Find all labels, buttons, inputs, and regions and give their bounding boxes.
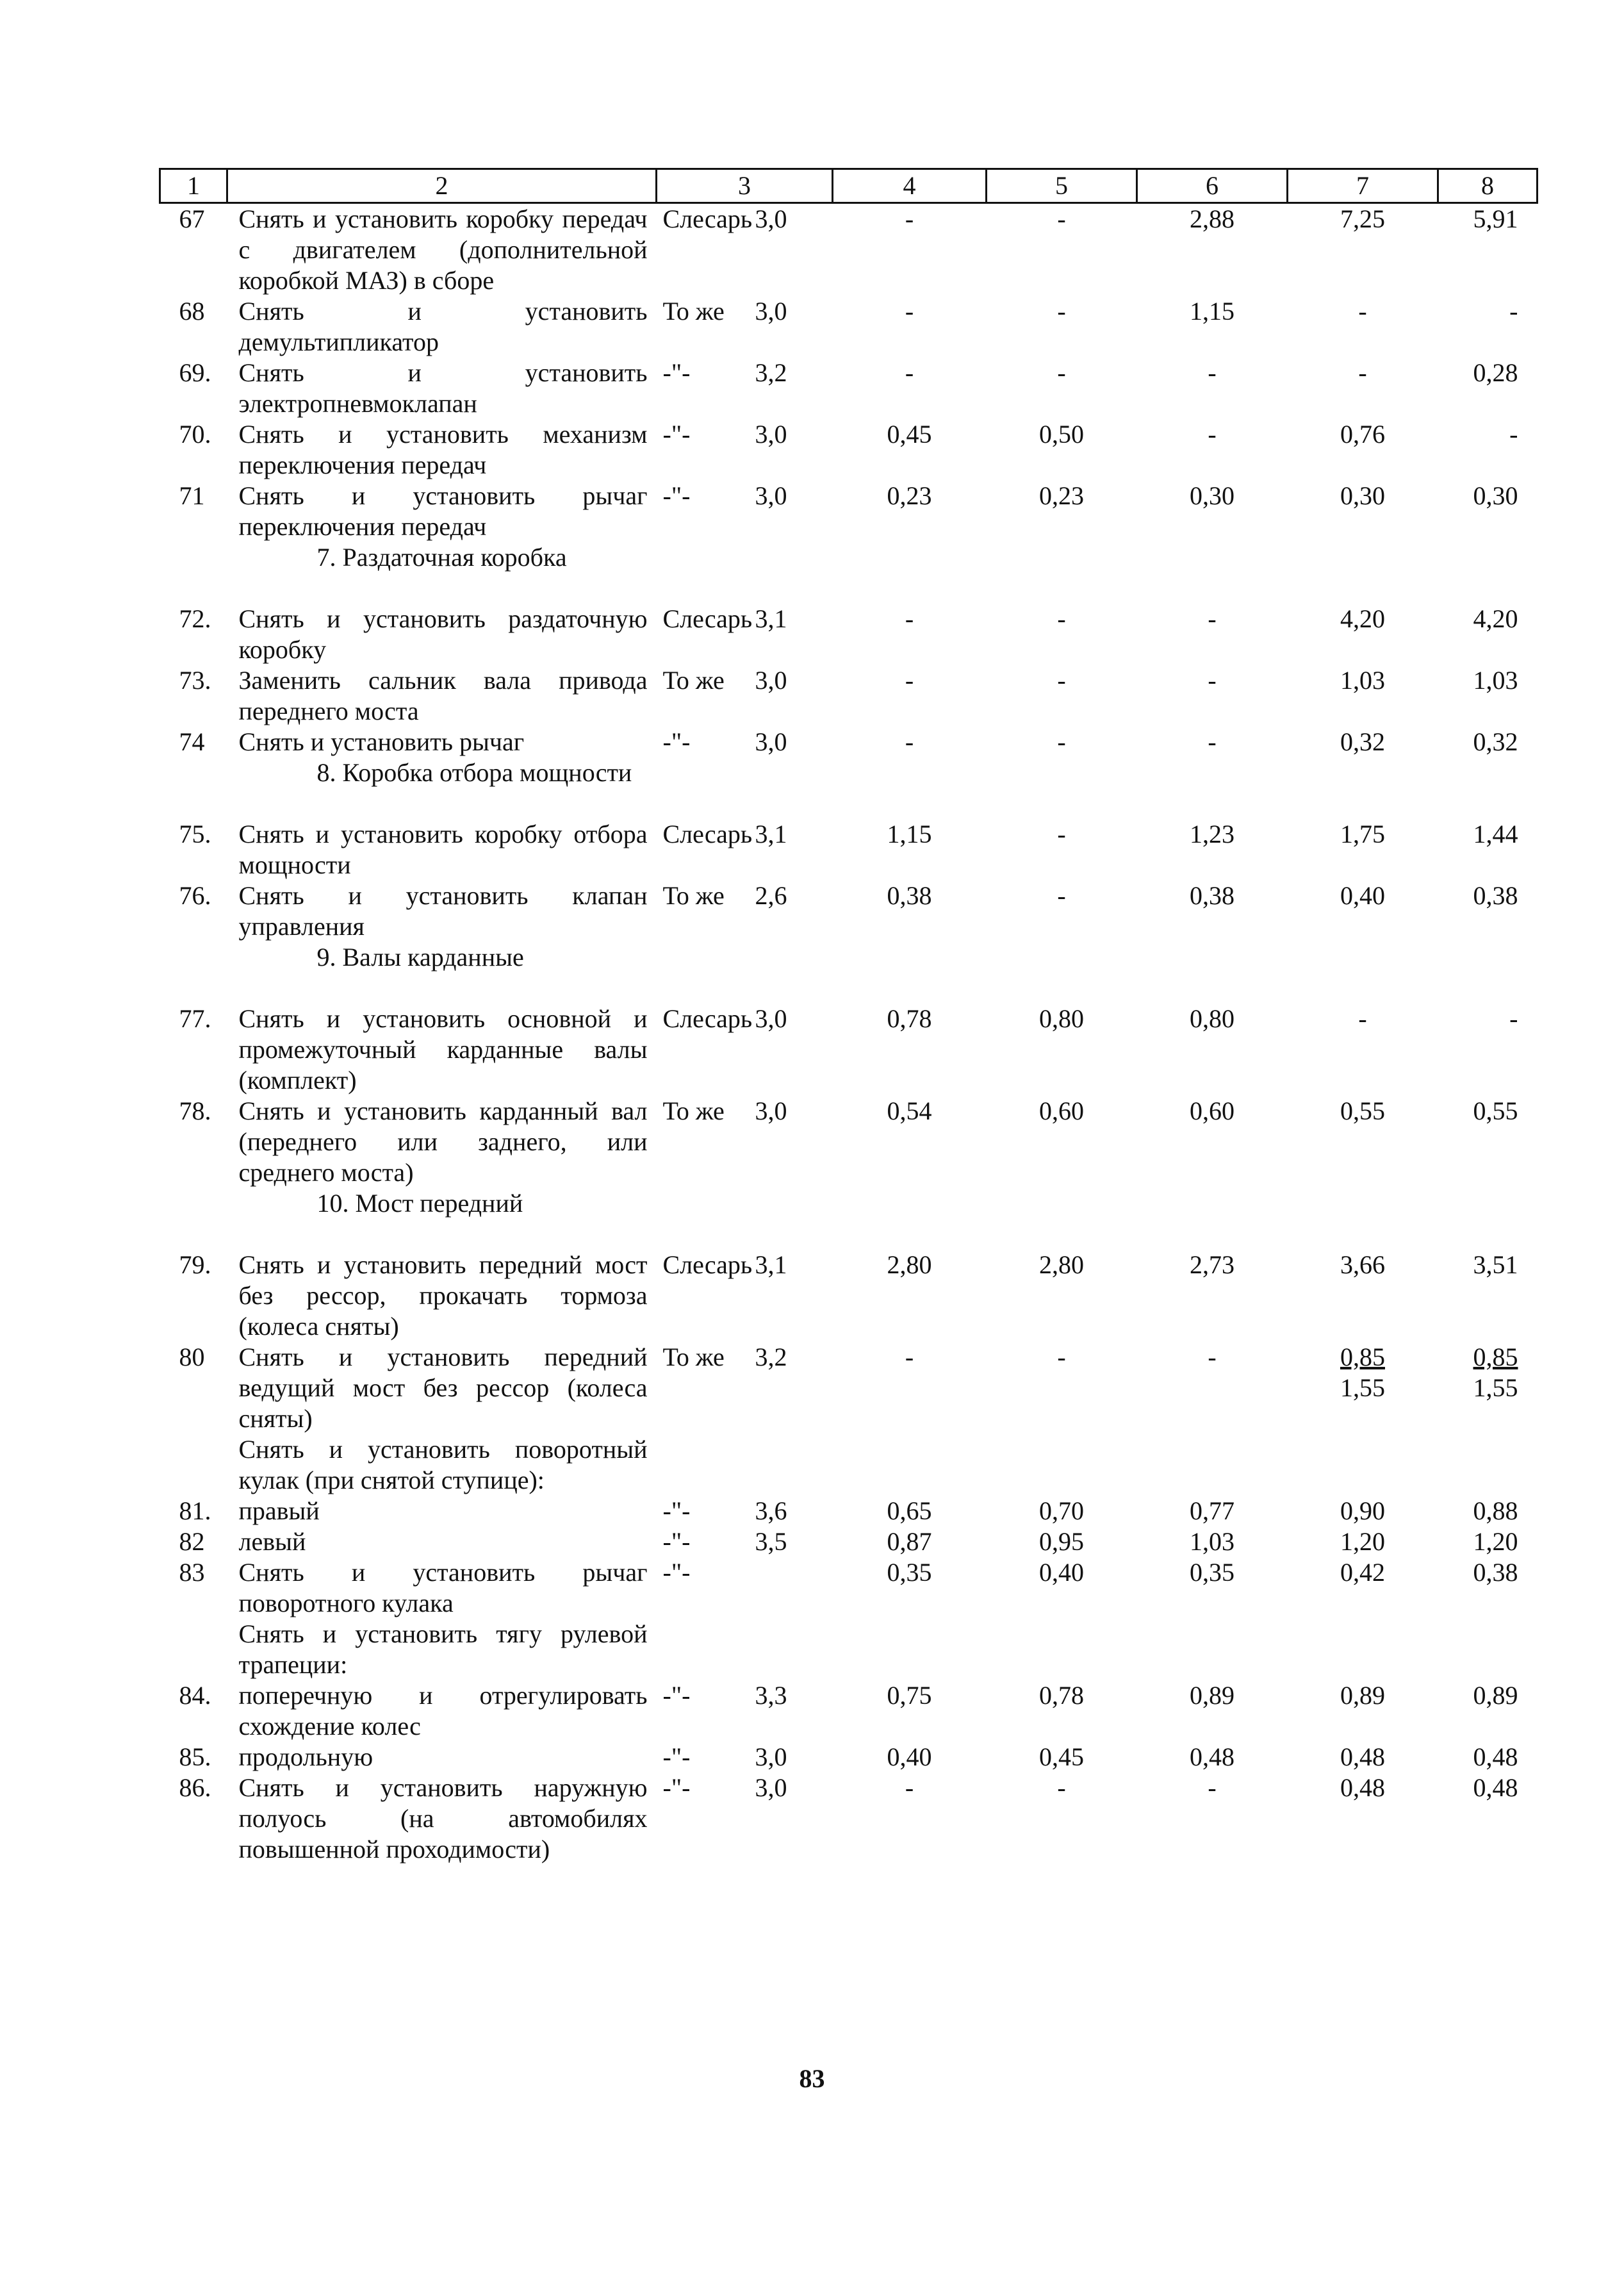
norm-col-8: - [1509, 1004, 1518, 1033]
group-label-row [160, 1619, 1538, 1680]
section-title: 8. Коробка отбора мощности [316, 758, 632, 787]
page-number: 83 [799, 2064, 825, 2093]
norm-col-7: 0,48 [1340, 1742, 1385, 1771]
norm-col-5: 0,45 [1039, 1742, 1084, 1771]
norm-col-4: - [905, 297, 914, 326]
section-heading-row [160, 757, 1538, 788]
operation-name: Снять и установить раздаточную коробку [238, 604, 648, 664]
norm-col-6: 1,03 [1190, 1527, 1234, 1556]
work-grade: 3,2 [755, 1343, 787, 1371]
norm-col-6: 0,60 [1190, 1096, 1234, 1125]
norm-col-6: - [1208, 420, 1217, 449]
document-page [159, 168, 1536, 1865]
norm-col-6: - [1208, 727, 1217, 756]
norm-col-4: 0,45 [887, 420, 932, 449]
norm-col-7: 0,55 [1340, 1096, 1385, 1125]
operation-name: правый [238, 1496, 320, 1525]
work-grade: 3,0 [755, 204, 787, 233]
performer: Слесарь [662, 204, 753, 233]
table-body [160, 203, 1538, 1865]
operation-name: Заменить сальник вала привода переднего моста [238, 666, 648, 725]
empty-cell [160, 1188, 227, 1219]
performer: -"- [662, 1681, 691, 1710]
norm-col-6: 0,48 [1190, 1742, 1234, 1771]
performer: Слесарь [662, 604, 753, 633]
norm-col-5: 0,78 [1039, 1681, 1084, 1710]
norm-col-8: 0,48 [1473, 1742, 1518, 1771]
operation-name: Снять и установить тягу рулевой трапеции: [238, 1619, 648, 1679]
section-title: 9. Валы карданные [316, 943, 524, 971]
norm-col-6: 0,35 [1190, 1558, 1234, 1587]
group-label-row [160, 1434, 1538, 1496]
section-title: 10. Мост передний [316, 1189, 523, 1218]
norm-col-4: - [905, 1343, 914, 1371]
norm-value-denominator: 1,55 [1473, 1373, 1518, 1402]
row-number: 84. [179, 1681, 211, 1710]
header-cell: 7 [1288, 169, 1438, 203]
section-heading-row [160, 542, 1538, 573]
norm-col-5: 2,80 [1039, 1250, 1084, 1279]
performer: -"- [662, 358, 691, 387]
norm-col-4: 0,75 [887, 1681, 932, 1710]
work-grade: 2,6 [755, 881, 787, 910]
header-cell: 4 [833, 169, 987, 203]
norm-col-8: 0,55 [1473, 1096, 1518, 1125]
section-heading-row [160, 1188, 1538, 1219]
operation-name: Снять и установить основной и промежуточный карданные валы (комплект) [238, 1004, 648, 1095]
work-grade: 3,0 [755, 727, 787, 756]
norm-col-4: - [905, 666, 914, 695]
norm-col-7: 0,42 [1340, 1558, 1385, 1587]
norm-value-numerator: 0,85 [1340, 1343, 1385, 1371]
norm-col-8: 1,44 [1473, 820, 1518, 848]
row-number: 81. [179, 1496, 211, 1525]
norm-col-8: 0,28 [1473, 358, 1518, 387]
performer: То же [662, 881, 725, 910]
table-row [160, 419, 1538, 481]
operation-name: Снять и установить рычаг переключения передач [238, 481, 648, 541]
norm-col-6: 1,23 [1190, 820, 1234, 848]
table-row [160, 1096, 1538, 1188]
section-heading-row [160, 942, 1538, 973]
work-grade: 3,0 [755, 666, 787, 695]
spacer-row [160, 973, 1538, 1004]
header-cell: 6 [1137, 169, 1288, 203]
norm-value-denominator: 1,55 [1340, 1373, 1385, 1402]
norm-col-4: 0,87 [887, 1527, 932, 1556]
norm-col-6: 0,38 [1190, 881, 1234, 910]
norm-col-5: - [1057, 1773, 1066, 1802]
work-grade: 3,0 [755, 420, 787, 449]
operation-name: Снять и установить коробку отбора мощности [238, 820, 648, 879]
norm-col-4: - [905, 1773, 914, 1802]
row-number: 73. [179, 666, 211, 695]
empty-cell [160, 1619, 227, 1680]
norm-col-6: - [1208, 1343, 1217, 1371]
norm-col-7: 0,32 [1340, 727, 1385, 756]
empty-cell [160, 942, 227, 973]
norm-col-6: 0,89 [1190, 1681, 1234, 1710]
row-number: 77. [179, 1004, 211, 1033]
norm-col-5: - [1057, 881, 1066, 910]
table-row [160, 727, 1538, 757]
performer: -"- [662, 1742, 691, 1771]
operation-name: Снять и установить рычаг поворотного кулака [238, 1558, 648, 1617]
table-row [160, 1496, 1538, 1526]
operation-name: Снять и установить поворотный кулак (при снятой ступице): [238, 1435, 648, 1494]
norm-col-8: 1,20 [1473, 1527, 1518, 1556]
performer: То же [662, 1343, 725, 1371]
operation-name: Снять и установить рычаг [238, 727, 525, 756]
operation-name: Снять и установить коробку передач с двигателем (дополнительной коробкой МАЗ) в сборе [238, 204, 648, 295]
table-row [160, 358, 1538, 419]
performer: Слесарь [662, 820, 753, 848]
empty-cell [657, 1619, 1538, 1680]
norm-col-5: 0,50 [1039, 420, 1084, 449]
norm-col-4: 1,15 [887, 820, 932, 848]
norm-col-8: 0,38 [1473, 1558, 1518, 1587]
row-number: 70. [179, 420, 211, 449]
operation-name: Снять и установить демультипликатор [238, 297, 648, 356]
norm-col-5: - [1057, 820, 1066, 848]
empty-cell [160, 1434, 227, 1496]
norm-col-7: 0,90 [1340, 1496, 1385, 1525]
norm-col-7: - [1358, 1004, 1367, 1033]
norm-col-7: 0,30 [1340, 481, 1385, 510]
performer: Слесарь [662, 1250, 753, 1279]
norm-col-4: 2,80 [887, 1250, 932, 1279]
performer: -"- [662, 1496, 691, 1525]
table-row [160, 880, 1538, 942]
row-number: 69. [179, 358, 211, 387]
norm-col-5: 0,95 [1039, 1527, 1084, 1556]
operation-name: Снять и установить механизм переключения передач [238, 420, 648, 479]
norm-col-4: - [905, 358, 914, 387]
table-row [160, 296, 1538, 358]
work-grade: 3,0 [755, 1773, 787, 1802]
header-cell: 8 [1438, 169, 1538, 203]
norm-col-6: - [1208, 604, 1217, 633]
row-number: 72. [179, 604, 211, 633]
spacer-row [160, 1219, 1538, 1250]
performer: То же [662, 297, 725, 326]
norm-col-8: 0,30 [1473, 481, 1518, 510]
norm-col-8: 0,48 [1473, 1773, 1518, 1802]
operation-name: Снять и установить передний ведущий мост без рессор (колеса сняты) [238, 1343, 648, 1433]
work-grade [740, 1557, 833, 1619]
row-number: 71 [179, 481, 205, 510]
norm-col-5: - [1057, 358, 1066, 387]
spacer-cell [160, 788, 1538, 819]
norm-col-8: 0,32 [1473, 727, 1518, 756]
norm-col-5: - [1057, 604, 1066, 633]
norm-col-6: 1,15 [1190, 297, 1234, 326]
empty-cell [160, 757, 227, 788]
table-row [160, 1773, 1538, 1865]
table-row [160, 1526, 1538, 1557]
table-row [160, 604, 1538, 665]
row-number: 75. [179, 820, 211, 848]
labor-norms-table [159, 168, 1538, 1865]
norm-col-7: - [1358, 297, 1367, 326]
norm-value-numerator: 0,85 [1473, 1343, 1518, 1371]
operation-name: поперечную и отрегулировать схождение колес [238, 1681, 648, 1740]
work-grade: 3,0 [755, 481, 787, 510]
work-grade: 3,1 [755, 1250, 787, 1279]
norm-col-8: - [1509, 297, 1518, 326]
norm-col-6: - [1208, 666, 1217, 695]
table-header [160, 169, 1538, 203]
norm-col-7: 0,40 [1340, 881, 1385, 910]
operation-name: Снять и установить электропневмоклапан [238, 358, 648, 418]
norm-col-4: 0,78 [887, 1004, 932, 1033]
operation-name: Снять и установить карданный вал (переднего или заднего, или среднего моста) [238, 1096, 648, 1187]
norm-col-4: 0,35 [887, 1558, 932, 1587]
norm-col-4: 0,65 [887, 1496, 932, 1525]
operation-name: Снять и установить передний мост без рессор, прокачать тормоза (колеса сняты) [238, 1250, 648, 1341]
performer: -"- [662, 1773, 691, 1802]
norm-col-5: 0,23 [1039, 481, 1084, 510]
work-grade: 3,6 [755, 1496, 787, 1525]
row-number: 85. [179, 1742, 211, 1771]
empty-cell [657, 1434, 1538, 1496]
norm-col-7: 0,76 [1340, 420, 1385, 449]
norm-col-5: - [1057, 297, 1066, 326]
table-row [160, 1004, 1538, 1096]
work-grade: 3,1 [755, 820, 787, 848]
table-row [160, 1742, 1538, 1773]
performer: -"- [662, 481, 691, 510]
header-cell: 5 [987, 169, 1137, 203]
norm-col-4: 0,54 [887, 1096, 932, 1125]
work-grade: 3,2 [755, 358, 787, 387]
norm-col-7: 1,03 [1340, 666, 1385, 695]
header-cell: 2 [227, 169, 657, 203]
norm-col-6: - [1208, 1773, 1217, 1802]
performer: Слесарь [662, 1004, 753, 1033]
norm-col-4: - [905, 604, 914, 633]
norm-col-4: 0,40 [887, 1742, 932, 1771]
norm-col-6: - [1208, 358, 1217, 387]
empty-cell [160, 542, 227, 573]
operation-name: продольную [238, 1742, 373, 1771]
norm-col-7: 0,89 [1340, 1681, 1385, 1710]
work-grade: 3,0 [755, 1004, 787, 1033]
operation-name: левый [238, 1527, 306, 1556]
spacer-row [160, 573, 1538, 604]
norm-col-7 [1288, 1342, 1438, 1434]
row-number: 83 [179, 1558, 205, 1587]
table-row [160, 1250, 1538, 1342]
norm-col-5: 0,40 [1039, 1558, 1084, 1587]
norm-col-6: 2,73 [1190, 1250, 1234, 1279]
section-title: 7. Раздаточная коробка [316, 543, 567, 572]
table-row [160, 819, 1538, 880]
norm-col-8: - [1509, 420, 1518, 449]
row-number: 82 [179, 1527, 205, 1556]
performer: -"- [662, 1527, 691, 1556]
row-number: 67 [179, 204, 205, 233]
norm-col-7: 0,48 [1340, 1773, 1385, 1802]
norm-col-5: - [1057, 727, 1066, 756]
norm-col-7: 3,66 [1340, 1250, 1385, 1279]
norm-col-6: 0,80 [1190, 1004, 1234, 1033]
norm-col-5: - [1057, 1343, 1066, 1371]
spacer-cell [160, 973, 1538, 1004]
norm-col-8: 0,88 [1473, 1496, 1518, 1525]
work-grade: 3,1 [755, 604, 787, 633]
norm-col-8 [1438, 1342, 1538, 1434]
table-row [160, 481, 1538, 542]
performer: -"- [662, 727, 691, 756]
norm-col-7: 7,25 [1340, 204, 1385, 233]
header-cell: 3 [657, 169, 833, 203]
spacer-cell [160, 1219, 1538, 1250]
norm-col-6: 2,88 [1190, 204, 1234, 233]
norm-col-8: 0,89 [1473, 1681, 1518, 1710]
row-number: 78. [179, 1096, 211, 1125]
operation-name: Снять и установить клапан управления [238, 881, 648, 941]
row-number: 86. [179, 1773, 211, 1802]
table-row [160, 1557, 1538, 1619]
norm-col-8: 4,20 [1473, 604, 1518, 633]
row-number: 80 [179, 1343, 205, 1371]
norm-col-5: - [1057, 204, 1066, 233]
norm-col-5: - [1057, 666, 1066, 695]
norm-col-5: 0,70 [1039, 1496, 1084, 1525]
norm-col-6: 0,77 [1190, 1496, 1234, 1525]
row-number: 76. [179, 881, 211, 910]
work-grade: 3,5 [755, 1527, 787, 1556]
row-number: 74 [179, 727, 205, 756]
work-grade: 3,0 [755, 1742, 787, 1771]
work-grade: 3,0 [755, 297, 787, 326]
norm-col-5: 0,80 [1039, 1004, 1084, 1033]
table-row [160, 203, 1538, 297]
norm-col-8: 0,38 [1473, 881, 1518, 910]
norm-col-7: 1,75 [1340, 820, 1385, 848]
row-number: 79. [179, 1250, 211, 1279]
performer: То же [662, 666, 725, 695]
spacer-row [160, 788, 1538, 819]
row-number: 68 [179, 297, 205, 326]
header-cell: 1 [160, 169, 227, 203]
norm-col-4: - [905, 204, 914, 233]
norm-col-4: - [905, 727, 914, 756]
norm-col-7: - [1358, 358, 1367, 387]
operation-name: Снять и установить наружную полуось (на автомобилях повышенной проходимости) [238, 1773, 648, 1864]
norm-col-6: 0,30 [1190, 481, 1234, 510]
performer: То же [662, 1096, 725, 1125]
norm-col-7: 1,20 [1340, 1527, 1385, 1556]
work-grade: 3,0 [755, 1096, 787, 1125]
norm-col-5: 0,60 [1039, 1096, 1084, 1125]
spacer-cell [160, 573, 1538, 604]
norm-col-8: 1,03 [1473, 666, 1518, 695]
norm-col-8: 5,91 [1473, 204, 1518, 233]
table-row [160, 1680, 1538, 1742]
norm-col-7: 4,20 [1340, 604, 1385, 633]
work-grade: 3,3 [755, 1681, 787, 1710]
performer: -"- [662, 420, 691, 449]
norm-col-4: 0,38 [887, 881, 932, 910]
table-row [160, 665, 1538, 727]
norm-col-8: 3,51 [1473, 1250, 1518, 1279]
norm-col-4: 0,23 [887, 481, 932, 510]
table-row [160, 1342, 1538, 1434]
performer: -"- [662, 1558, 691, 1587]
